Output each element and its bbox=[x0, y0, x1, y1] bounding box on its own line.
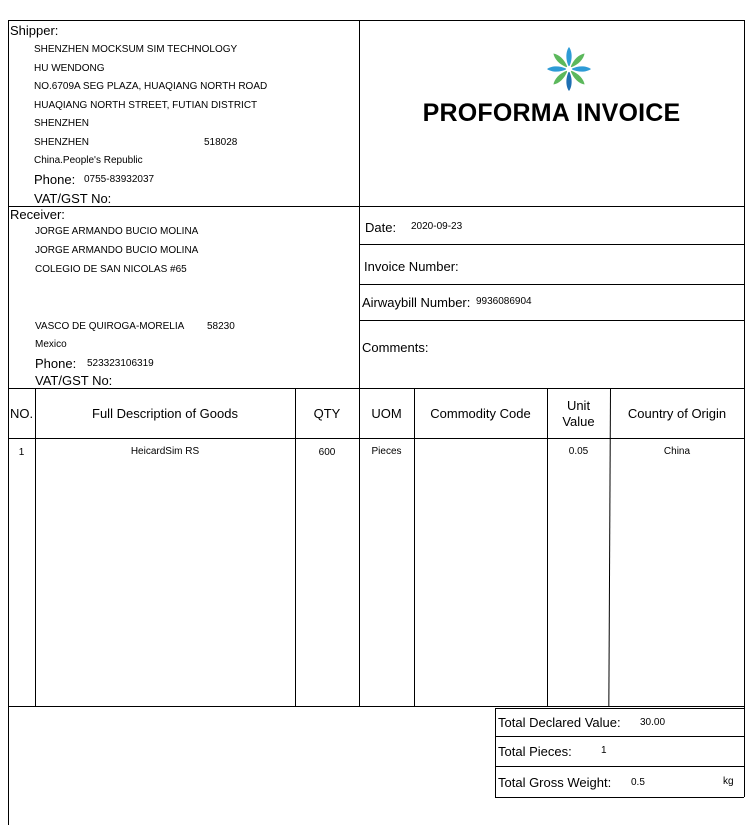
receiver-phone: 523323106319 bbox=[87, 358, 154, 369]
right-border bbox=[744, 20, 745, 797]
shipper-phone-label: Phone: bbox=[34, 172, 76, 187]
col-header-description: Full Description of Goods bbox=[92, 405, 238, 421]
shipper-heading: Shipper: bbox=[10, 23, 59, 38]
top-border bbox=[8, 20, 744, 21]
weight-unit: kg bbox=[723, 776, 734, 787]
total-gross-weight: 0.5 bbox=[631, 777, 645, 788]
receiver-line: COLEGIO DE SAN NICOLAS #65 bbox=[35, 264, 187, 275]
row-qty: 600 bbox=[318, 447, 336, 458]
shipper-country: China.People's Republic bbox=[34, 155, 143, 166]
airwaybill-value: 9936086904 bbox=[476, 296, 532, 307]
receiver-vat-label: VAT/GST No: bbox=[35, 373, 113, 388]
date-divider bbox=[359, 244, 744, 245]
col-header-uom: UOM bbox=[371, 405, 402, 421]
date-label: Date: bbox=[365, 220, 397, 235]
invoice-number-label: Invoice Number: bbox=[364, 259, 459, 274]
total-declared-value: 30.00 bbox=[640, 717, 666, 728]
col-header-commodity-code: Commodity Code bbox=[430, 405, 531, 421]
col-header-unit-value bbox=[547, 389, 610, 438]
totals-top-border bbox=[495, 708, 744, 709]
shipper-phone: 0755-83932037 bbox=[84, 174, 155, 185]
total-pieces: 1 bbox=[601, 745, 607, 756]
col-header-no: NO. bbox=[9, 405, 34, 421]
shipper-vat-label: VAT/GST No: bbox=[34, 191, 112, 206]
receiver-line: JORGE ARMANDO BUCIO MOLINA bbox=[35, 226, 199, 237]
table-bottom-border bbox=[8, 706, 744, 707]
col-header-unit-value-line1: Unit bbox=[566, 397, 591, 413]
shipper-receiver-divider bbox=[8, 206, 744, 207]
airwaybill-divider bbox=[359, 320, 744, 321]
row-uom: Pieces bbox=[371, 446, 402, 457]
totals-left-border bbox=[495, 708, 496, 797]
shipper-postcode: 518028 bbox=[204, 137, 238, 148]
invoice-divider bbox=[359, 284, 744, 285]
receiver-line: JORGE ARMANDO BUCIO MOLINA bbox=[35, 245, 199, 256]
receiver-country: Mexico bbox=[35, 339, 67, 350]
shipper-line: SHENZHEN MOCKSUM SIM TECHNOLOGY bbox=[34, 44, 238, 55]
total-pieces-label: Total Pieces: bbox=[498, 744, 572, 759]
header-divider bbox=[359, 20, 360, 438]
total-declared-value-label: Total Declared Value: bbox=[498, 715, 621, 730]
table-header-divider bbox=[8, 438, 744, 439]
col-divider-qty bbox=[359, 438, 360, 706]
row-unit-value: 0.05 bbox=[568, 446, 589, 457]
shipper-line: HUAQIANG NORTH STREET, FUTIAN DISTRICT bbox=[34, 100, 258, 111]
row-country-of-origin: China bbox=[663, 446, 691, 457]
row-description: HeicardSim RS bbox=[130, 446, 200, 457]
flower-logo-icon bbox=[544, 46, 594, 92]
shipper-line: SHENZHEN bbox=[34, 118, 90, 129]
total-gross-weight-label: Total Gross Weight: bbox=[498, 775, 612, 790]
row-no: 1 bbox=[18, 447, 25, 458]
totals-row2-divider bbox=[495, 766, 744, 767]
receiver-postcode: 58230 bbox=[207, 321, 235, 332]
col-header-unit-value-line2: Value bbox=[562, 413, 595, 429]
shipper-line: NO.6709A SEG PLAZA, HUAQIANG NORTH ROAD bbox=[34, 81, 268, 92]
totals-bottom-border bbox=[495, 797, 744, 798]
shipper-city: SHENZHEN bbox=[34, 137, 90, 148]
comments-label: Comments: bbox=[362, 340, 429, 355]
col-header-qty: QTY bbox=[313, 405, 341, 421]
receiver-phone-label: Phone: bbox=[35, 356, 77, 371]
document-title: PROFORMA INVOICE bbox=[422, 99, 681, 127]
shipper-line: HU WENDONG bbox=[34, 63, 105, 74]
col-header-country-of-origin: Country of Origin bbox=[627, 405, 727, 421]
receiver-city: VASCO DE QUIROGA-MORELIA bbox=[35, 321, 185, 332]
date-value: 2020-09-23 bbox=[411, 221, 463, 232]
airwaybill-label: Airwaybill Number: bbox=[362, 295, 471, 310]
totals-row1-divider bbox=[495, 736, 744, 737]
receiver-heading: Receiver: bbox=[10, 207, 65, 222]
